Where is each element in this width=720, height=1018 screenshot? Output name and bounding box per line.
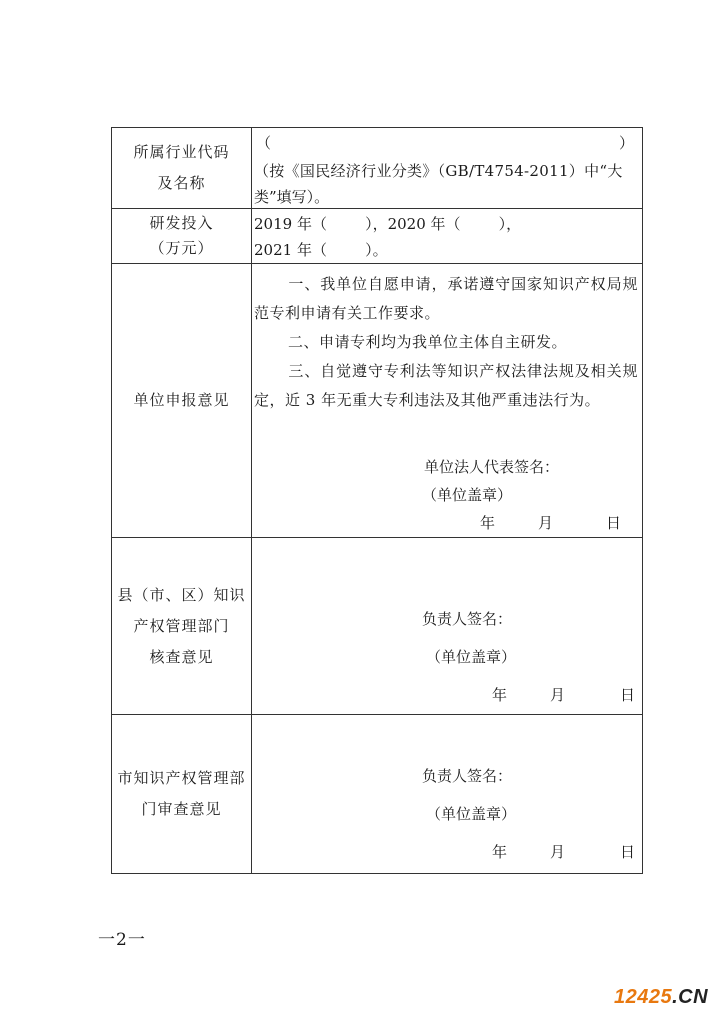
declaration-para-1: 一、我单位自愿申请，承诺遵守国家知识产权局规范专利申请有关工作要求。 (254, 275, 638, 322)
unit-declaration-label: 单位申报意见 (112, 264, 252, 538)
city-signature-label: 负责人签名： (422, 767, 513, 785)
city-date-year: 年 (492, 843, 508, 861)
row-rd-investment (112, 209, 643, 264)
county-review-label-line1: 县（市、区）知识 (117, 585, 246, 604)
industry-note-line2: 类”填写）。 (254, 188, 330, 206)
watermark-main: 12425 (614, 986, 673, 1008)
county-review-content[interactable] (252, 538, 643, 715)
rd-investment-label (112, 209, 252, 264)
legal-rep-signature-label: 单位法人代表签名： (424, 458, 560, 476)
rd-investment-label-line1: 研发投入 (149, 214, 214, 232)
county-review-label-line2: 产权管理部门 (133, 616, 230, 635)
city-review-label-line1: 市知识产权管理部 (117, 769, 246, 787)
rd-investment-label-line2: （万元） (149, 239, 214, 257)
industry-code-value[interactable] (252, 128, 643, 209)
county-signature-label: 负责人签名： (422, 610, 513, 628)
watermark-suffix: .CN (672, 986, 709, 1008)
row-industry-code (112, 128, 643, 209)
date-month: 月 (538, 514, 554, 532)
unit-seal-label: （单位盖章） (422, 486, 513, 504)
paren-open: （ (256, 134, 272, 152)
rd-investment-line2: 2021 年（ ）。 (254, 241, 388, 259)
site-watermark-logo (614, 986, 708, 1009)
county-review-label (112, 538, 252, 715)
declaration-para-2: 二、申请专利均为我单位主体自主研发。 (288, 333, 568, 351)
row-city-review (112, 715, 643, 874)
county-seal-label: （单位盖章） (426, 648, 517, 666)
city-date-month: 月 (550, 843, 566, 861)
date-day: 日 (606, 514, 622, 532)
industry-code-label-line1: 所属行业代码 (133, 143, 230, 161)
page-number: 一2一 (98, 930, 146, 950)
rd-investment-value[interactable] (252, 209, 643, 264)
date-year: 年 (480, 514, 496, 532)
row-county-review (112, 538, 643, 715)
county-date-day: 日 (620, 686, 636, 704)
industry-note-line1: （按《国民经济行业分类》（GB/T4754-2011）中“大 (254, 162, 623, 180)
county-review-label-line3: 核查意见 (149, 647, 214, 666)
city-review-label (112, 715, 252, 874)
paren-close: ） (618, 134, 634, 152)
unit-declaration-content[interactable] (252, 264, 643, 538)
rd-investment-line1: 2019 年（ ），2020 年（ ）， (254, 215, 522, 233)
declaration-para-3: 三、自觉遵守专利法等知识产权法律法规及相关规定，近 3 年无重大专利违法及其他严重违法行为。 (254, 362, 638, 409)
industry-code-label (112, 128, 252, 209)
city-seal-label: （单位盖章） (426, 805, 517, 823)
county-date-year: 年 (492, 686, 508, 704)
county-date-month: 月 (550, 686, 566, 704)
city-review-content[interactable] (252, 715, 643, 874)
city-review-label-line2: 门审查意见 (141, 800, 222, 818)
city-date-day: 日 (620, 843, 636, 861)
application-form-table (111, 127, 643, 874)
row-unit-declaration (112, 264, 643, 538)
industry-code-label-line2: 及名称 (157, 174, 206, 192)
